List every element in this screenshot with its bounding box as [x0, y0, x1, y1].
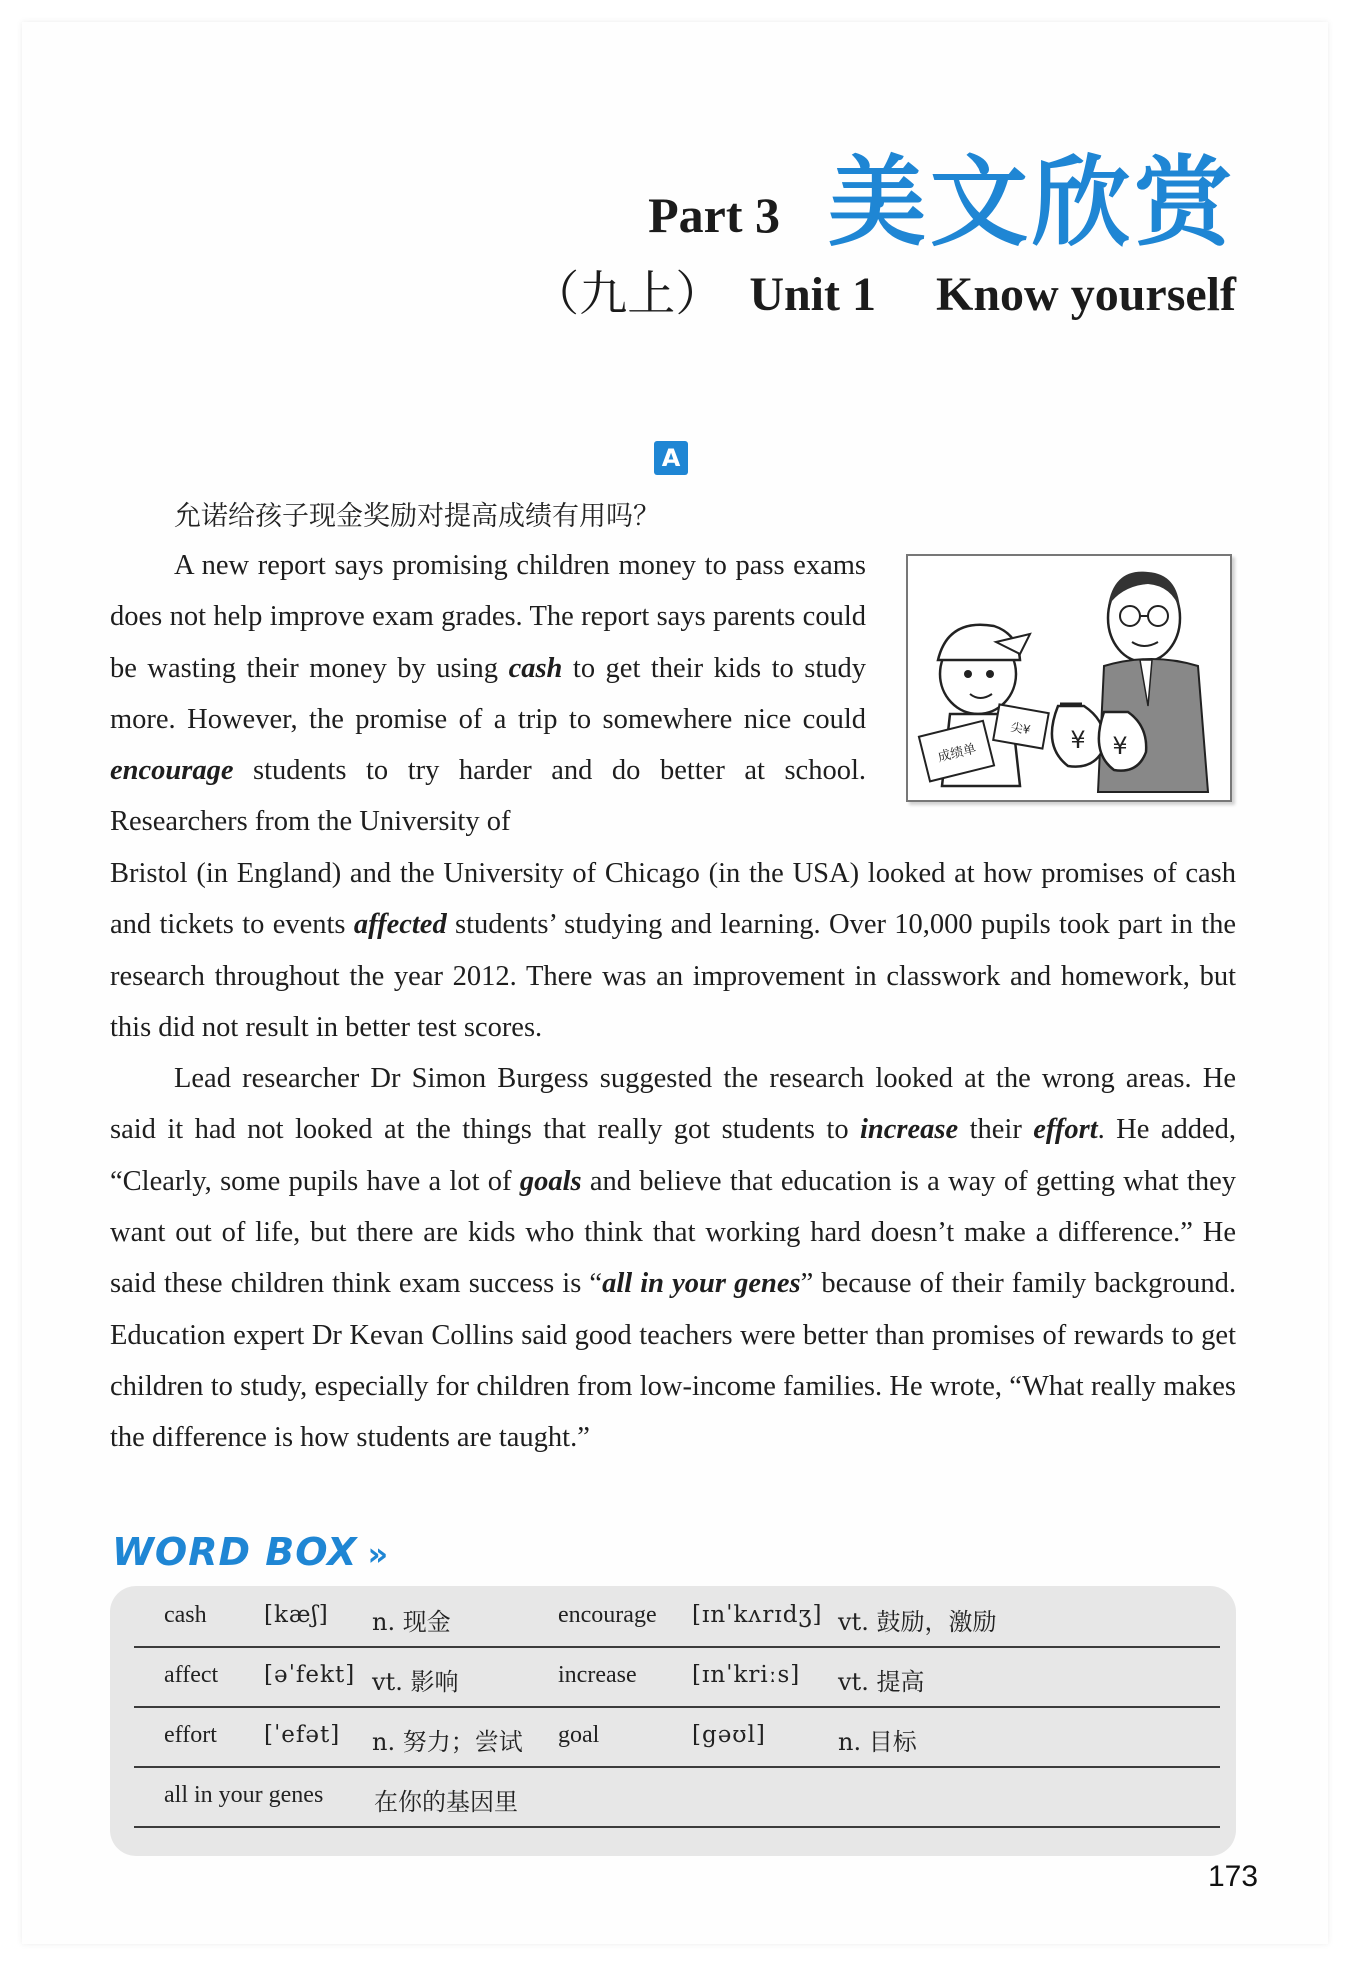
- sign-left: 成绩单: [936, 741, 978, 766]
- vocab-word: affect: [164, 1662, 219, 1688]
- vocab-phrase: all in your genes: [164, 1782, 324, 1808]
- vocab-phonetic: [əˈfekt]: [264, 1662, 356, 1688]
- passage-question: 允诺给孩子现金奖励对提高成绩有用吗？: [174, 501, 660, 532]
- word-box: [110, 1586, 1236, 1856]
- vocab-phonetic: [kæʃ]: [264, 1602, 329, 1628]
- page-header: [648, 142, 1236, 260]
- part-label: Part 3: [648, 187, 780, 243]
- text-run: A new report says promising children money to pass exams does not help improve exam grades. The report says parents could be wasting their money by using: [110, 550, 866, 684]
- text-run: students to try harder and do better at school. Researchers from the University of: [110, 755, 866, 838]
- keyword: encourage: [110, 755, 234, 787]
- word-row: [134, 1590, 1220, 1648]
- text-run: Lead researcher Dr Simon Burgess suggested the research looked at the wrong areas. He said it had not looked at the things that really got students to: [110, 1063, 1236, 1146]
- text-run: students’ studying and learning. Over 10,000 pupils took part in the research throughout the year 2012. There was an improvement in classwork and homework, but this did not result in better test scores.: [110, 909, 1236, 1043]
- vocab-phonetic: [ɪnˈkriːs]: [692, 1662, 801, 1688]
- vocab-phonetic: [gəʊl]: [692, 1722, 766, 1748]
- word-row: [134, 1710, 1220, 1768]
- text-run: ” because of their family background. Education expert Dr Kevan Collins said good teachers were better than promises of rewards to get children to study, especially for children from low-income families. He wrote, “What really makes the difference is how students are taught.”: [110, 1268, 1237, 1454]
- double-chevron-icon: »: [367, 1535, 390, 1573]
- unit-label: Unit 1: [749, 268, 876, 321]
- vocab-definition: vt. 影响: [372, 1668, 459, 1696]
- money-bag-symbol: ¥: [1112, 732, 1128, 760]
- word-box-title: [112, 1530, 389, 1574]
- unit-heading: [531, 255, 1236, 324]
- unit-title: Know yourself: [936, 268, 1236, 321]
- vocab-word: increase: [558, 1662, 637, 1688]
- section-title: 美文欣赏: [827, 146, 1236, 260]
- vocab-definition: vt. 提高: [838, 1668, 925, 1696]
- passage-badge: A: [654, 441, 688, 475]
- keyword: increase: [860, 1114, 959, 1146]
- vocab-definition: n. 目标: [838, 1728, 917, 1756]
- vocab-definition: n. 努力；尝试: [372, 1728, 523, 1756]
- passage-body: [110, 848, 1236, 1464]
- vocab-definition: 在你的基因里: [374, 1788, 518, 1816]
- text-run: . He added, “Clearly, some pupils have a lot of: [110, 1114, 1237, 1197]
- keyword: affected: [353, 909, 447, 941]
- vocab-word: effort: [164, 1722, 217, 1748]
- keyword: cash: [508, 652, 563, 684]
- paragraph-1-continued: [110, 848, 1236, 1053]
- page-number: 173: [1208, 1860, 1259, 1893]
- vocab-phonetic: [ˈefət]: [264, 1722, 341, 1748]
- text-run: to get their kids to study more. However, the promise of a trip to somewhere nice could: [110, 652, 866, 735]
- word-box-label: WORD BOX: [112, 1530, 358, 1574]
- keyword: effort: [1033, 1114, 1098, 1146]
- vocab-word: goal: [558, 1722, 600, 1748]
- cartoon-illustration: [906, 554, 1232, 802]
- vocab-definition: n. 现金: [372, 1608, 451, 1636]
- grade-label: （九上）: [531, 268, 724, 321]
- vocab-word: encourage: [558, 1602, 657, 1628]
- vocab-definition: vt. 鼓励，激励: [838, 1608, 997, 1636]
- word-row: [134, 1650, 1220, 1708]
- vocab-word: cash: [164, 1602, 207, 1628]
- text-run: Bristol (in England) and the University of Chicago (in the USA) looked at how promises of cash and tickets to events: [110, 858, 1236, 941]
- text-run: and believe that education is a way of getting what they want out of life, but there are kids who think that working hard doesn’t make a difference.” He said these children think exam success is “: [110, 1165, 1236, 1300]
- cartoon-svg: [908, 556, 1230, 800]
- paragraph-1: [110, 540, 866, 848]
- paragraph-2: [110, 1053, 1236, 1463]
- vocab-phonetic: [ɪnˈkʌrɪdʒ]: [692, 1602, 823, 1628]
- sign-right: 尖¥: [1009, 719, 1032, 738]
- word-row: [134, 1770, 1220, 1828]
- keyword: goals: [519, 1165, 582, 1197]
- keyword: all in your genes: [602, 1268, 801, 1300]
- text-run: their: [958, 1114, 1034, 1146]
- money-bag-symbol: ¥: [1070, 726, 1086, 754]
